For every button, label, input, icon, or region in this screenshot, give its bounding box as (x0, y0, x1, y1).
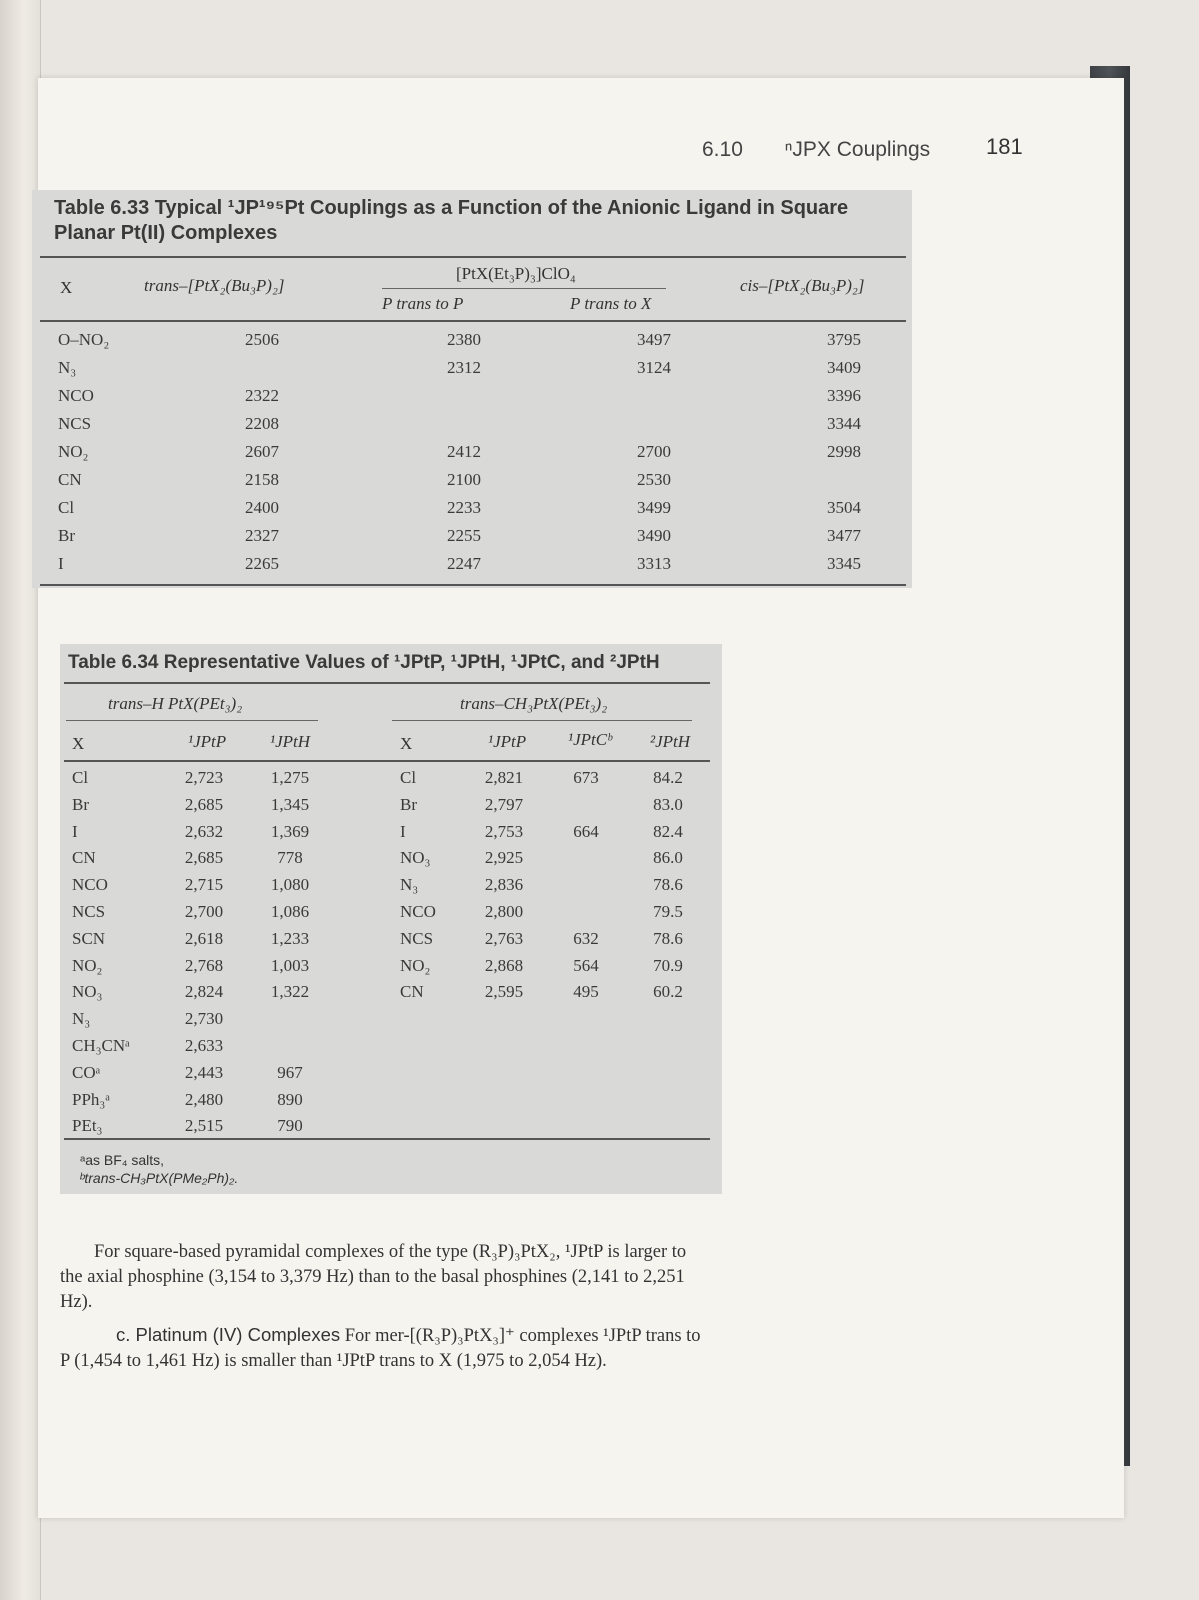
right-cell-jptp: 2,763 (484, 928, 524, 948)
table-cell-cis: 3477 (827, 526, 861, 545)
section-heading: c. Platinum (IV) Complexes (116, 1324, 341, 1345)
left-cell-jpth: 790 (277, 1116, 303, 1136)
column-header-x: X (60, 278, 73, 297)
body-paragraph-2 (60, 1322, 710, 1374)
left-cell-x: Cl (72, 768, 89, 787)
group-rule (382, 288, 666, 289)
right-cell-jptp: 2,595 (484, 982, 524, 1002)
table-cell-ptp: 2312 (447, 358, 481, 377)
right-cell-x: Br (400, 794, 417, 814)
right-cell-jptp: 2,753 (484, 821, 524, 841)
right-cell-jpth2: 70.9 (653, 955, 683, 975)
table-cell-ptp: 2380 (447, 330, 481, 349)
table-cell-trans: 2158 (245, 470, 279, 489)
right-cell-jptc: 564 (573, 955, 599, 975)
table-cell-ptx: 2700 (637, 442, 671, 461)
left-cell-x: PPh₃ᵃ (72, 1089, 110, 1109)
table-cell-trans: 2208 (245, 414, 279, 433)
left-cell-jpth: 1,003 (270, 955, 310, 975)
table-bottom-rule (64, 1138, 710, 1140)
left-cell-jptp: 2,480 (184, 1089, 224, 1109)
right-cell-jpth2: 60.2 (653, 982, 683, 1002)
left-cell-x: NO₃ (72, 982, 103, 1002)
group-header-right: trans–CH₃PtX(PEt₃)₂ (460, 694, 608, 713)
right-cell-jpth2: 79.5 (653, 902, 683, 921)
table-top-rule (64, 682, 710, 684)
right-cell-jptc: 673 (573, 768, 599, 787)
left-group-rule (66, 720, 318, 721)
table-top-rule (40, 256, 906, 258)
group-header-left: trans–H PtX(PEt₃)₂ (108, 694, 243, 713)
table-caption: Table 6.33 Typical ¹JP¹⁹⁵Pt Couplings as a Function of the Anionic Ligand in Square Planar Pt(II) Complexes (54, 197, 849, 244)
left-cell-x: PEt₃ (72, 1116, 103, 1136)
right-header-jpth2: ²JPtH (650, 732, 691, 751)
right-cell-x: I (400, 821, 406, 841)
left-cell-jptp: 2,685 (184, 848, 224, 868)
right-cell-jptp: 2,797 (484, 794, 524, 814)
column-header-p-trans-x: P trans to X (570, 294, 652, 313)
column-header-trans: trans–[PtX₂(Bu₃P)₂] (144, 276, 285, 295)
table-cell-x: O–NO₂ (58, 330, 110, 349)
column-header-cis: cis–[PtX₂(Bu₃P)₂] (740, 276, 865, 295)
table-cell-trans: 2265 (245, 554, 279, 573)
right-cell-jptp: 2,800 (484, 902, 524, 921)
left-cell-jptp: 2,730 (184, 1009, 224, 1029)
section-number: 6.10 (702, 138, 743, 161)
table-bottom-rule (40, 584, 906, 586)
table-cell-ptx: 2530 (637, 470, 671, 489)
right-cell-x: NO₂ (400, 955, 431, 975)
left-cell-x: COᵃ (72, 1062, 101, 1082)
left-cell-jpth: 1,086 (270, 902, 310, 921)
left-cell-jpth: 890 (277, 1089, 303, 1109)
table-cell-cis: 3409 (827, 358, 861, 377)
table-cell-x: CN (58, 470, 82, 489)
table-cell-ptp: 2255 (447, 526, 481, 545)
table-cell-ptx: 3490 (637, 526, 671, 545)
table-cell-x: NCS (58, 414, 92, 433)
table-cell-x: Br (58, 526, 75, 545)
right-cell-x: CN (400, 982, 424, 1002)
right-cell-jpth2: 78.6 (653, 875, 683, 895)
left-cell-jptp: 2,632 (184, 821, 224, 841)
column-header-p-trans-p: P trans to P (382, 294, 464, 313)
right-cell-jptc: 632 (573, 928, 599, 948)
table-cell-cis: 3396 (827, 386, 861, 405)
right-header-x: X (400, 734, 413, 753)
left-cell-jptp: 2,443 (184, 1062, 224, 1082)
table-cell-ptp: 2247 (447, 554, 481, 573)
left-cell-jpth: 1,233 (270, 928, 310, 948)
left-cell-jpth: 1,275 (270, 768, 310, 787)
table-cell-x: N₃ (58, 358, 77, 377)
paragraph-text: For mer-[(R₃P)₃PtX₃]⁺ complexes ¹JPtP trans to P (1,454 to 1,461 Hz) is smaller than ¹JPtP trans to X (1,975 to 2,054 Hz). (60, 1326, 701, 1371)
left-cell-x: CH₃CNᵃ (72, 1036, 130, 1055)
table-cell-ptx: 3124 (637, 358, 671, 377)
right-header-jptp: ¹JPtP (488, 732, 527, 751)
table-6-34 (60, 644, 722, 1194)
right-cell-jpth2: 82.4 (653, 821, 683, 841)
table-cell-ptx: 3313 (637, 554, 671, 573)
left-cell-jpth: 1,322 (270, 982, 310, 1002)
right-cell-jptp: 2,868 (484, 955, 524, 975)
left-cell-x: NCS (72, 902, 106, 921)
right-header-jptc: ¹JPtCᵇ (568, 730, 612, 749)
column-header-group: [PtX(Et₃P)₃]ClO₄ (456, 264, 576, 283)
left-cell-jpth: 1,345 (270, 794, 310, 814)
page-number: 181 (986, 134, 1023, 159)
footnote-a: ᵃas BF₄ salts, (80, 1152, 165, 1168)
left-cell-jpth: 1,369 (270, 821, 310, 841)
left-cell-jptp: 2,768 (184, 955, 224, 975)
right-cell-x: N₃ (400, 875, 419, 895)
left-cell-jpth: 967 (277, 1062, 303, 1082)
table-cell-cis: 2998 (827, 442, 861, 461)
right-cell-jptp: 2,925 (484, 848, 524, 868)
section-title: ⁿJPX Couplings (784, 138, 931, 161)
book-page (38, 78, 1124, 1518)
table-cell-trans: 2607 (245, 442, 279, 461)
left-cell-x: NO₂ (72, 955, 103, 975)
right-cell-jpth2: 83.0 (653, 794, 683, 814)
left-cell-x: I (72, 821, 78, 841)
table-cell-trans: 2322 (245, 386, 279, 405)
table-cell-cis: 3795 (827, 330, 861, 349)
table-cell-cis: 3504 (827, 498, 861, 517)
left-cell-x: NCO (72, 875, 108, 895)
right-cell-jpth2: 78.6 (653, 928, 683, 948)
right-cell-x: NCO (400, 902, 436, 921)
left-cell-jptp: 2,633 (184, 1036, 224, 1055)
running-head (702, 138, 930, 162)
table-cell-ptp: 2100 (447, 470, 481, 489)
right-group-rule (392, 720, 692, 721)
table-cell-trans: 2400 (245, 498, 279, 517)
right-cell-jpth2: 86.0 (653, 848, 683, 868)
left-cell-jptp: 2,700 (184, 902, 224, 921)
left-cell-x: N₃ (72, 1009, 91, 1029)
left-cell-x: Br (72, 794, 89, 814)
table-cell-trans: 2327 (245, 526, 279, 545)
table-cell-trans: 2506 (245, 330, 279, 349)
left-cell-jptp: 2,618 (184, 928, 224, 948)
left-cell-jptp: 2,723 (184, 768, 224, 787)
right-cell-jptc: 495 (573, 982, 599, 1002)
right-cell-jptp: 2,821 (484, 768, 524, 787)
left-cell-jptp: 2,824 (184, 982, 224, 1002)
table-caption: Table 6.34 Representative Values of ¹JPtP, ¹JPtH, ¹JPtC, and ²JPtH (68, 652, 660, 673)
table-cell-cis: 3344 (827, 414, 861, 433)
right-cell-x: Cl (400, 768, 417, 787)
table-cell-x: NO₂ (58, 442, 89, 461)
footnote-b: ᵇtrans-CH₃PtX(PMe₂Ph)₂. (80, 1170, 239, 1186)
right-cell-jptp: 2,836 (484, 875, 524, 895)
header-bottom-rule (64, 760, 710, 762)
table-cell-ptx: 3499 (637, 498, 671, 517)
right-cell-jpth2: 84.2 (653, 768, 683, 787)
table-cell-cis: 3345 (827, 554, 861, 573)
table-cell-x: Cl (58, 498, 75, 517)
left-cell-jptp: 2,715 (184, 875, 224, 895)
left-header-jptp: ¹JPtP (188, 732, 227, 751)
left-cell-jptp: 2,685 (184, 794, 224, 814)
left-cell-x: CN (72, 848, 96, 868)
right-cell-x: NCS (400, 928, 434, 948)
table-cell-ptp: 2233 (447, 498, 481, 517)
table-cell-x: I (58, 554, 64, 573)
table-6-33 (32, 190, 912, 588)
table-cell-ptx: 3497 (637, 330, 671, 349)
body-paragraph-1: For square-based pyramidal complexes of the type (R₃P)₃PtX₂, ¹JPtP is larger to the axial phosphine (3,154 to 3,379 Hz) than to the basal phosphines (2,141 to 2,251 Hz). (60, 1242, 687, 1312)
left-cell-jpth: 778 (277, 848, 303, 868)
left-header-jpth: ¹JPtH (270, 732, 311, 751)
header-bottom-rule (40, 320, 906, 322)
left-cell-x: SCN (72, 928, 106, 948)
left-cell-jpth: 1,080 (270, 875, 310, 895)
right-cell-x: NO₃ (400, 848, 431, 868)
left-cell-jptp: 2,515 (184, 1116, 224, 1136)
table-cell-ptp: 2412 (447, 442, 481, 461)
left-header-x: X (72, 734, 85, 753)
table-cell-x: NCO (58, 386, 94, 405)
right-cell-jptc: 664 (573, 821, 599, 841)
